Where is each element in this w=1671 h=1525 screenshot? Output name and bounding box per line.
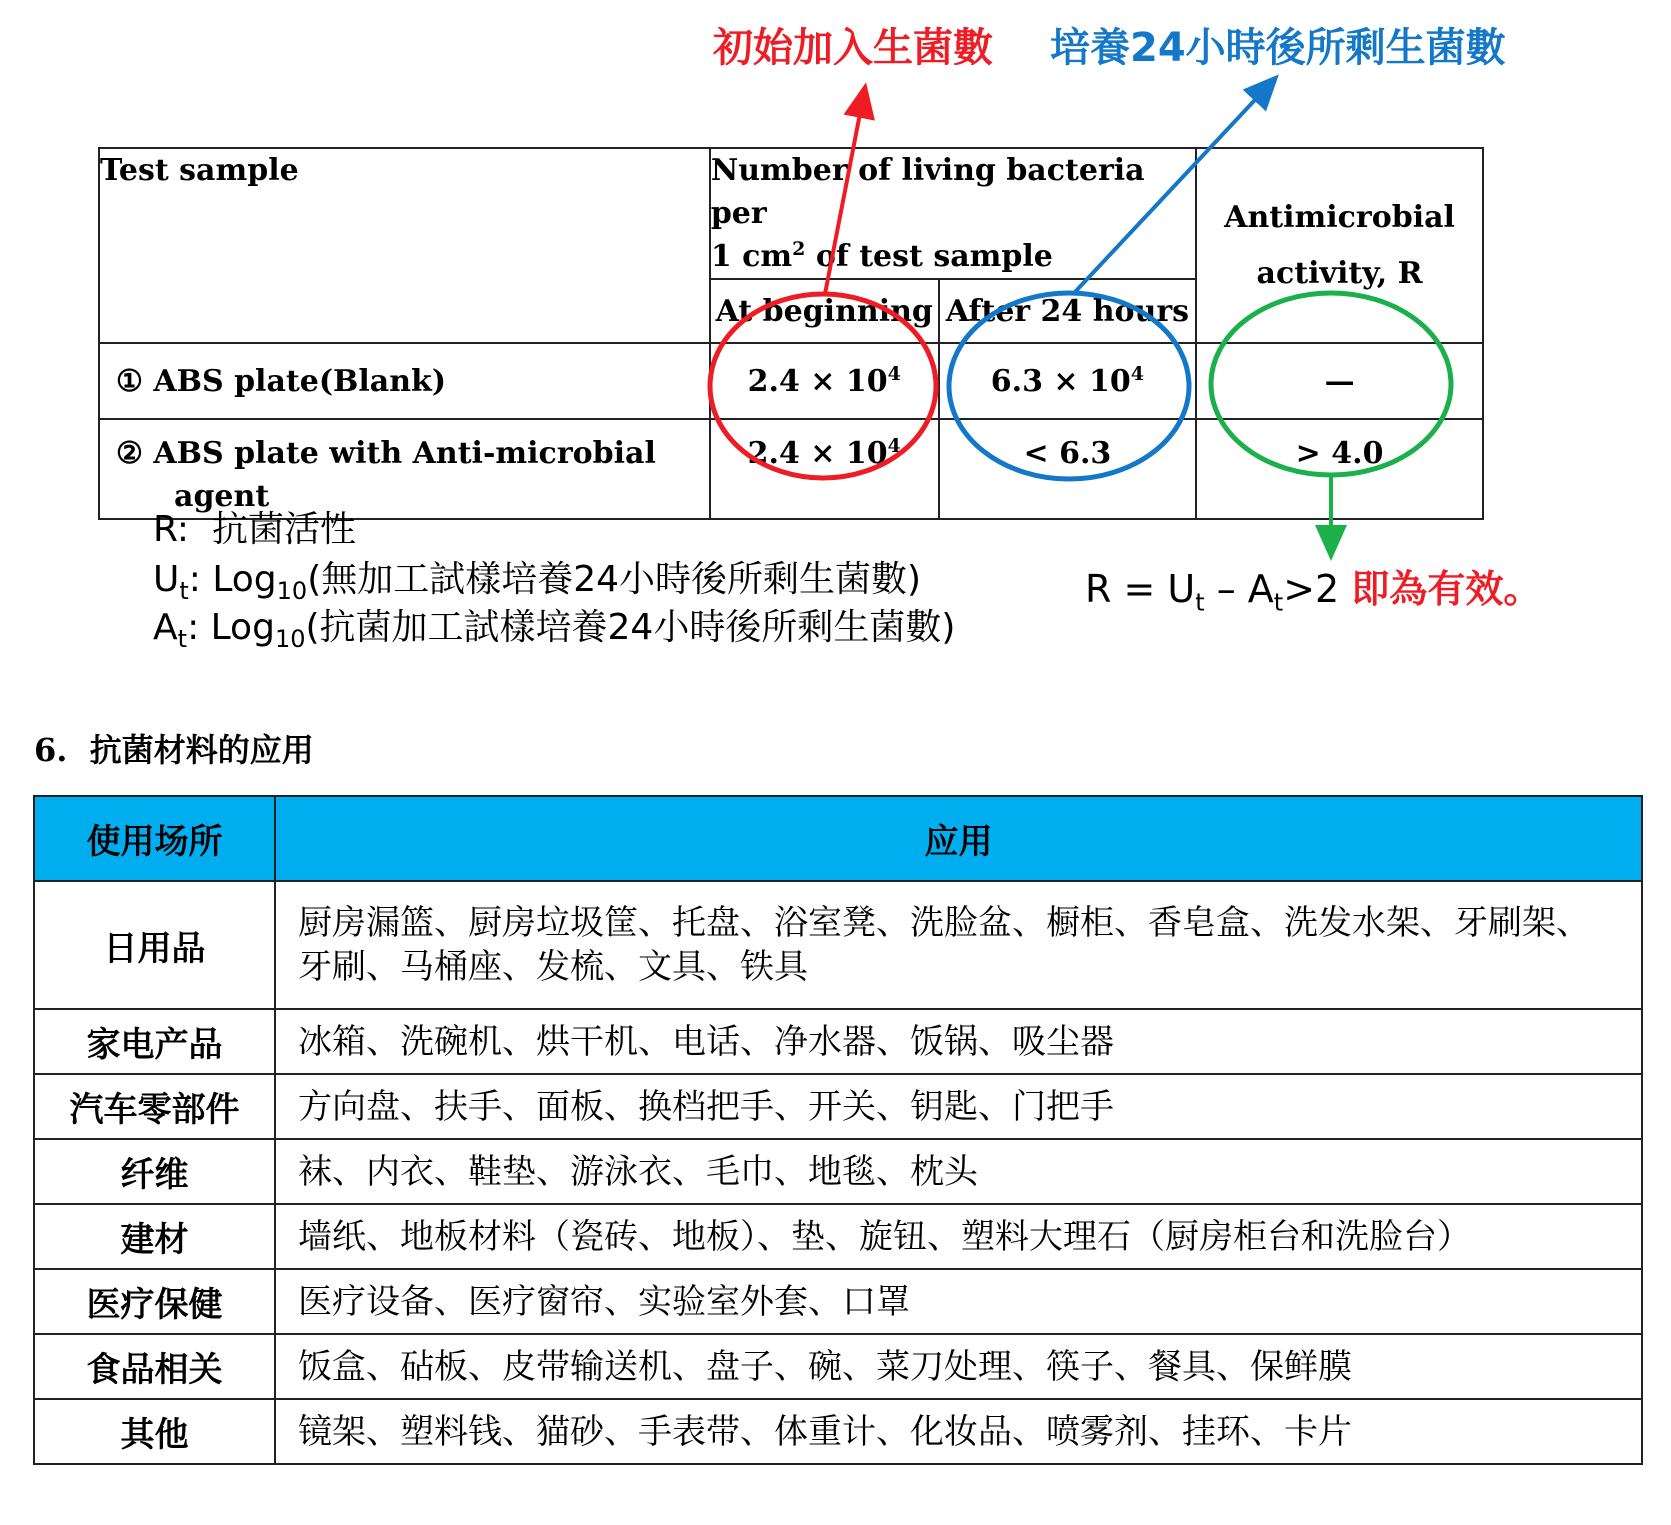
red-circle (710, 294, 936, 478)
header-at-beginning: At beginning (710, 279, 939, 343)
table-row (34, 1204, 1642, 1269)
annotation-initial-count: 初始加入生菌數 (713, 25, 993, 71)
use-cell: 饭盒、砧板、皮带输送机、盘子、碗、菜刀处理、筷子、餐具、保鲜膜 (275, 1334, 1642, 1399)
green-circle (1211, 293, 1451, 475)
legend-at: $A_t$: Log$_{10}$(抗菌加工試樣培養24小時後所剩生菌數) (153, 607, 956, 654)
table-row (34, 1269, 1642, 1334)
header-test-sample: Test sample (99, 148, 710, 343)
table-row (34, 1009, 1642, 1074)
sample-blank: ① ABS plate(Blank) (99, 343, 710, 419)
value-begin-antimicrobial: $2.4 \times 10^4$ (710, 419, 939, 519)
value-activity-blank: — (1196, 343, 1483, 419)
header-antimicrobial-activity: Antimicrobial activity, R (1196, 148, 1483, 343)
table-row (34, 881, 1642, 1009)
applications-table (33, 795, 1643, 1465)
table-row (34, 1399, 1642, 1464)
table-row (34, 1074, 1642, 1139)
place-cell: 家电产品 (34, 1009, 275, 1074)
place-cell: 建材 (34, 1204, 275, 1269)
legend-ut: $U_t$: Log$_{10}$(無加工試樣培養24小時後所剩生菌數) (153, 559, 922, 606)
header-place: 使用场所 (34, 796, 275, 881)
place-cell: 汽车零部件 (34, 1074, 275, 1139)
place-cell: 日用品 (34, 881, 275, 1009)
legend-r: R: 抗菌活性 (153, 509, 356, 550)
use-cell: 医疗设备、医疗窗帘、实验室外套、口罩 (275, 1269, 1642, 1334)
header-number-bacteria: Number of living bacteria per 1 $cm^2$ of test sample (710, 148, 1196, 279)
use-cell: 袜、内衣、鞋垫、游泳衣、毛巾、地毯、枕头 (275, 1139, 1642, 1204)
place-cell: 其他 (34, 1399, 275, 1464)
blue-circle (949, 293, 1189, 479)
value-after-antimicrobial: < 6.3 (939, 419, 1197, 519)
header-after-24h: After 24 hours (939, 279, 1197, 343)
header-use: 应用 (275, 796, 1642, 881)
sample-antimicrobial: ② ABS plate with Anti-microbial agent (99, 419, 710, 519)
use-cell: 镜架、塑料钱、猫砂、手表带、体重计、化妆品、喷雾剂、挂环、卡片 (275, 1399, 1642, 1464)
table-row (34, 1334, 1642, 1399)
value-after-blank: $6.3 \times 10^4$ (939, 343, 1197, 419)
place-cell: 纤维 (34, 1139, 275, 1204)
use-cell: 方向盘、扶手、面板、换档把手、开关、钥匙、门把手 (275, 1074, 1642, 1139)
table-row (34, 1139, 1642, 1204)
use-cell: 厨房漏篮、厨房垃圾筐、托盘、浴室凳、洗脸盆、橱柜、香皂盒、洗发水架、牙刷架、牙刷、马桶座、发梳、文具、铁具 (275, 881, 1642, 1009)
place-cell: 食品相关 (34, 1334, 275, 1399)
use-cell: 墙纸、地板材料（瓷砖、地板）、垫、旋钮、塑料大理石（厨房柜台和洗脸台） (275, 1204, 1642, 1269)
blue-arrow (1075, 86, 1268, 292)
table-header-row (34, 796, 1642, 881)
place-cell: 医疗保健 (34, 1269, 275, 1334)
use-cell: 冰箱、洗碗机、烘干机、电话、净水器、饭锅、吸尘器 (275, 1009, 1642, 1074)
annotation-after-24h-count: 培養24小時後所剩生菌數 (1050, 25, 1506, 71)
red-arrow (825, 98, 863, 294)
section-heading: 6. 抗菌材料的应用 (34, 731, 314, 769)
value-activity-antimicrobial: > 4.0 (1196, 419, 1483, 519)
formula-effective: 即為有效。 (1351, 567, 1542, 611)
value-begin-blank: $2.4 \times 10^4$ (710, 343, 939, 419)
formula: $R = U_t - A_t>2$ 即為有效。 (1085, 567, 1542, 617)
